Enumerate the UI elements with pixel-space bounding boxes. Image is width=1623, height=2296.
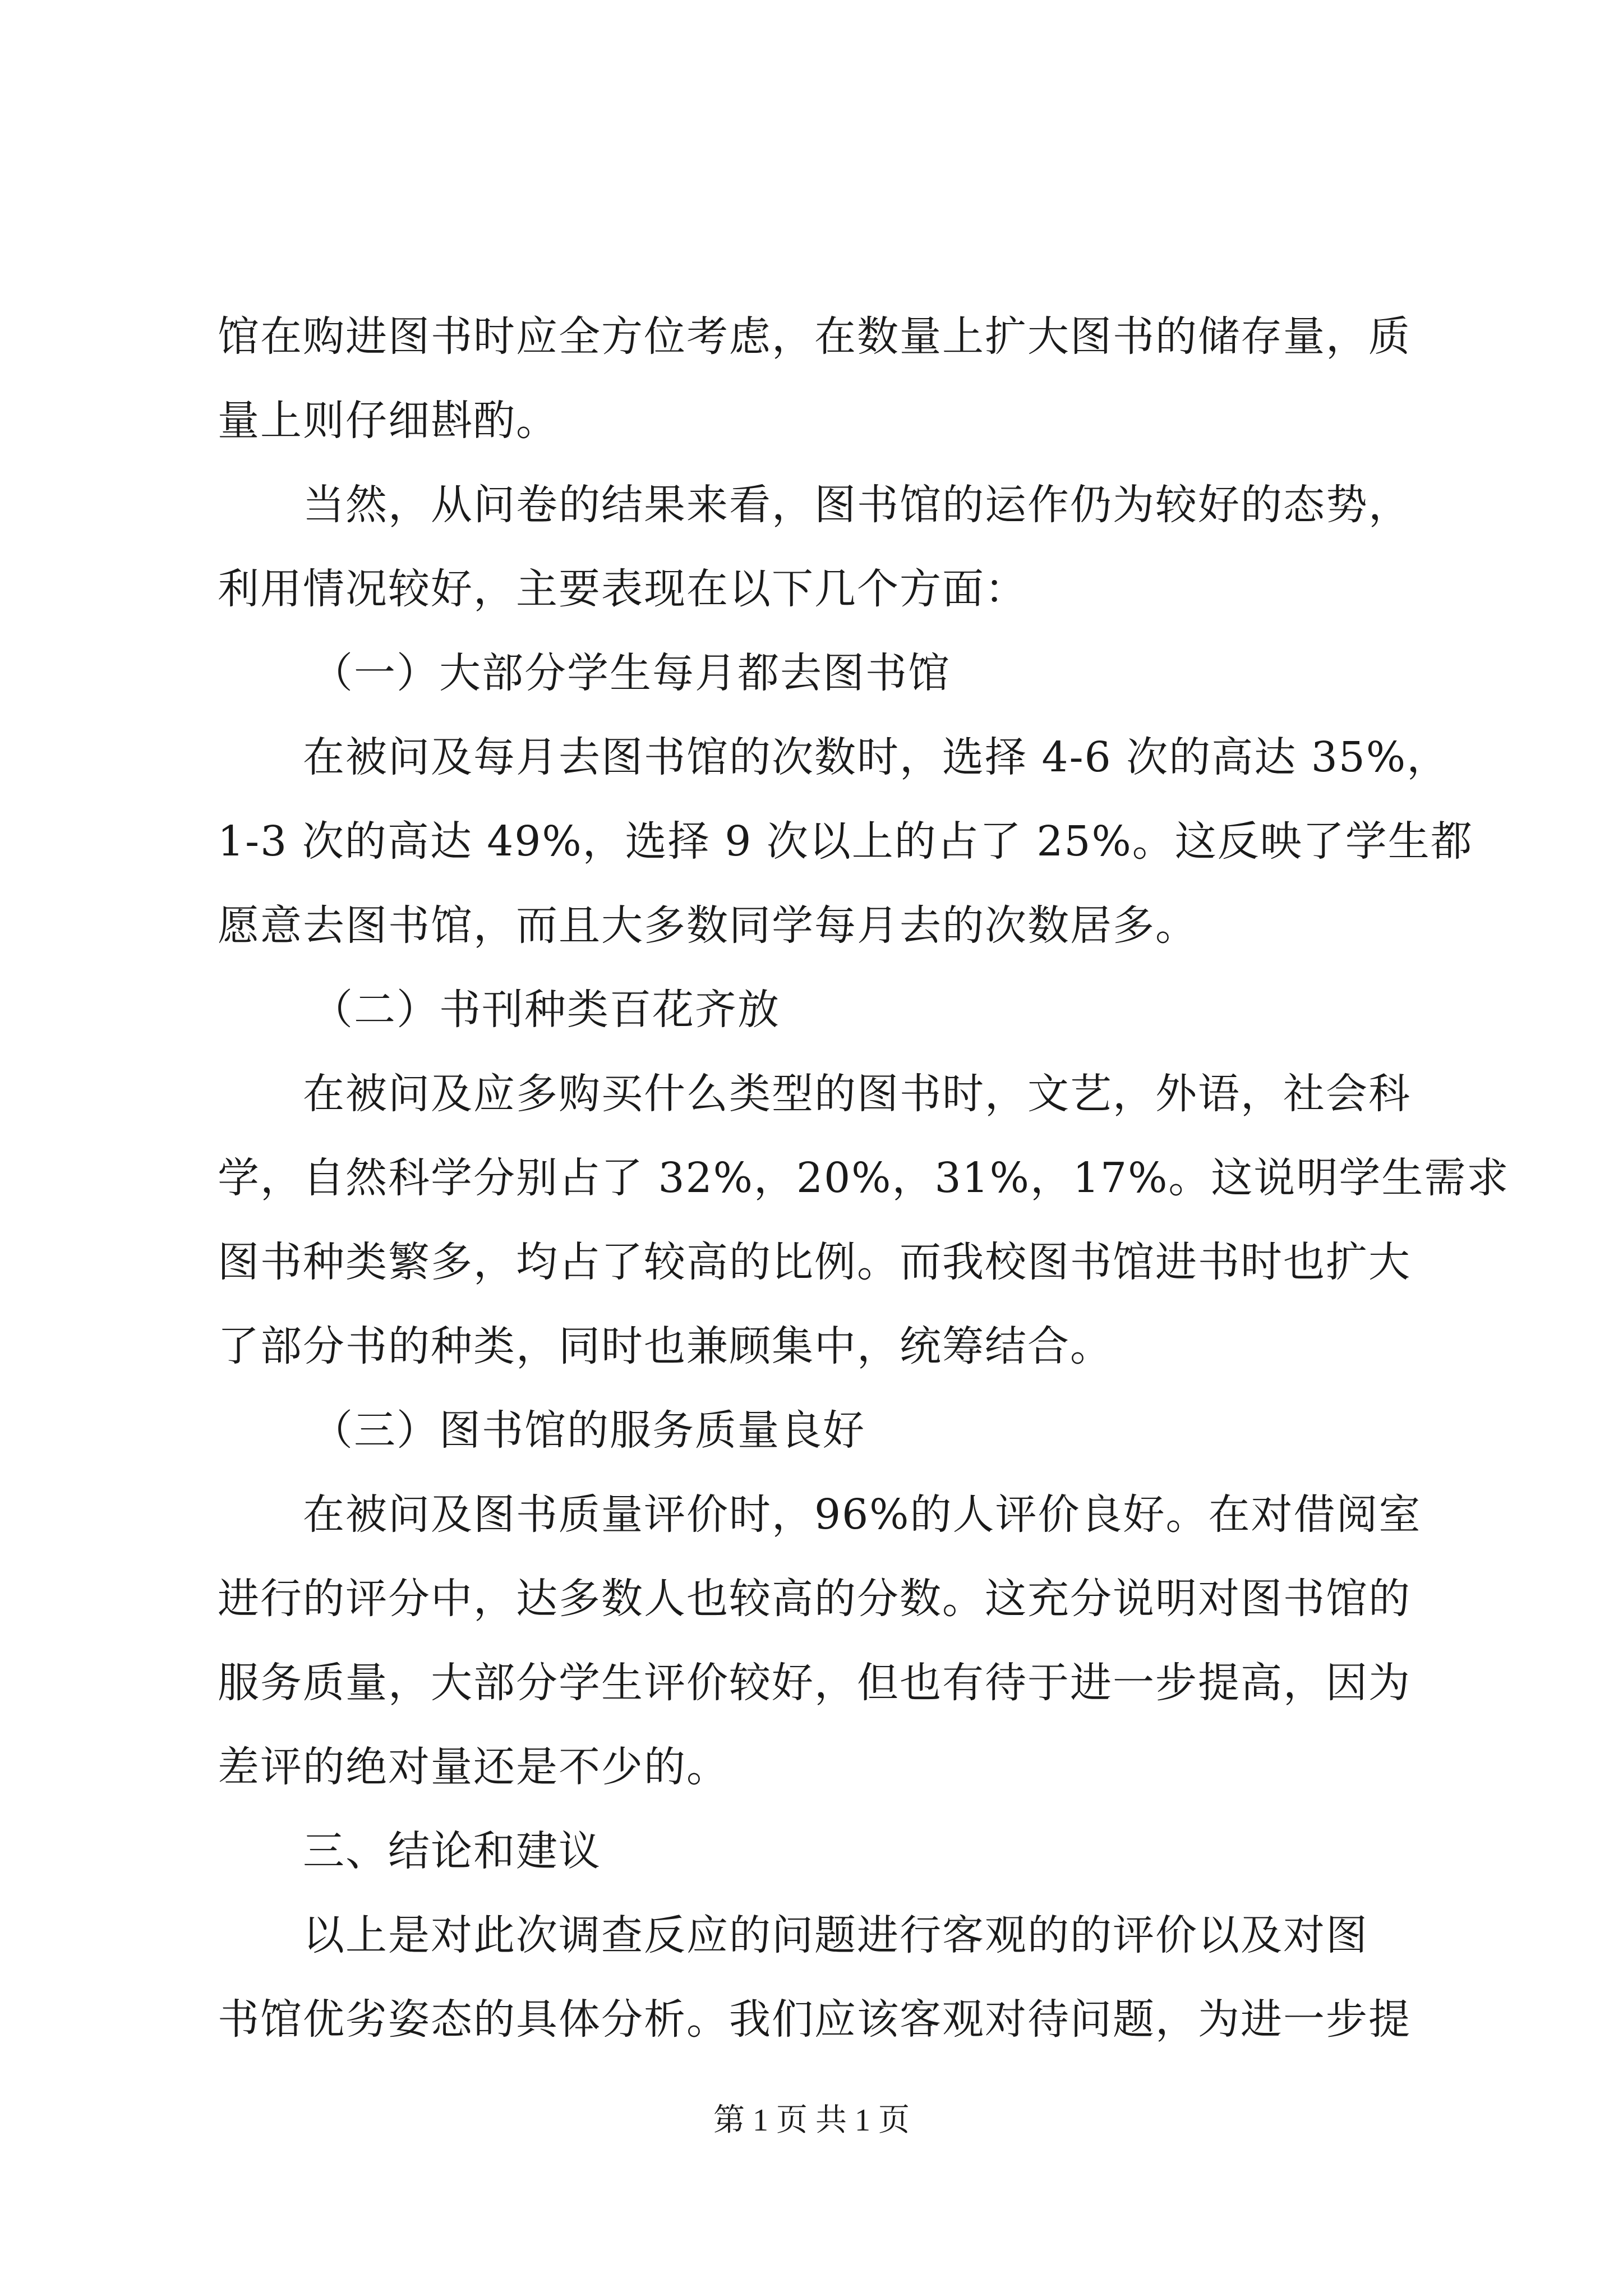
paragraph-start-line: 在被问及图书质量评价时，96%的人评价良好。在对借阅室 — [303, 1490, 1422, 1539]
body-line: 量上则仔细斟酌。 — [218, 397, 559, 445]
section-heading-2: （二）书刊种类百花齐放 — [311, 986, 780, 1034]
body-line: 图书种类繁多，均占了较高的比例。而我校图书馆进书时也扩大 — [218, 1238, 1411, 1286]
section-heading-1: （一）大部分学生每月都去图书馆 — [311, 649, 951, 697]
paragraph-start-line: 在被问及应多购买什么类型的图书时，文艺，外语，社会科 — [303, 1070, 1411, 1118]
paragraph-start-line: 在被问及每月去图书馆的次数时，选择 4-6 次的高达 35%， — [303, 733, 1450, 781]
paragraph-start-line: 当然，从问卷的结果来看，图书馆的运作仍为较好的态势， — [303, 481, 1411, 529]
body-line: 馆在购进图书时应全方位考虑，在数量上扩大图书的储存量，质 — [218, 312, 1411, 361]
body-line: 书馆优劣姿态的具体分析。我们应该客观对待问题，为进一步提 — [218, 1995, 1411, 2044]
body-line: 进行的评分中，达多数人也较高的分数。这充分说明对图书馆的 — [218, 1575, 1411, 1623]
body-line: 愿意去图书馆，而且大多数同学每月去的次数居多。 — [218, 901, 1198, 950]
body-line: 服务质量，大部分学生评价较好，但也有待于进一步提高，因为 — [218, 1659, 1411, 1707]
body-line: 利用情况较好，主要表现在以下几个方面： — [218, 565, 1027, 613]
section-heading-conclusion: 三、结论和建议 — [303, 1827, 601, 1875]
body-line: 学，自然科学分别占了 32%，20%，31%，17%。这说明学生需求 — [218, 1154, 1510, 1202]
paragraph-start-line: 以上是对此次调查反应的问题进行客观的的评价以及对图 — [303, 1911, 1368, 1959]
body-line: 1-3 次的高达 49%，选择 9 次以上的占了 25%。这反映了学生都 — [218, 817, 1473, 866]
page-footer: 第 1 页 共 1 页 — [713, 2103, 910, 2138]
section-heading-3: （三）图书馆的服务质量良好 — [311, 1406, 865, 1455]
body-line: 差评的绝对量还是不少的。 — [218, 1743, 729, 1791]
body-line: 了部分书的种类，同时也兼顾集中，统筹结合。 — [218, 1322, 1113, 1370]
